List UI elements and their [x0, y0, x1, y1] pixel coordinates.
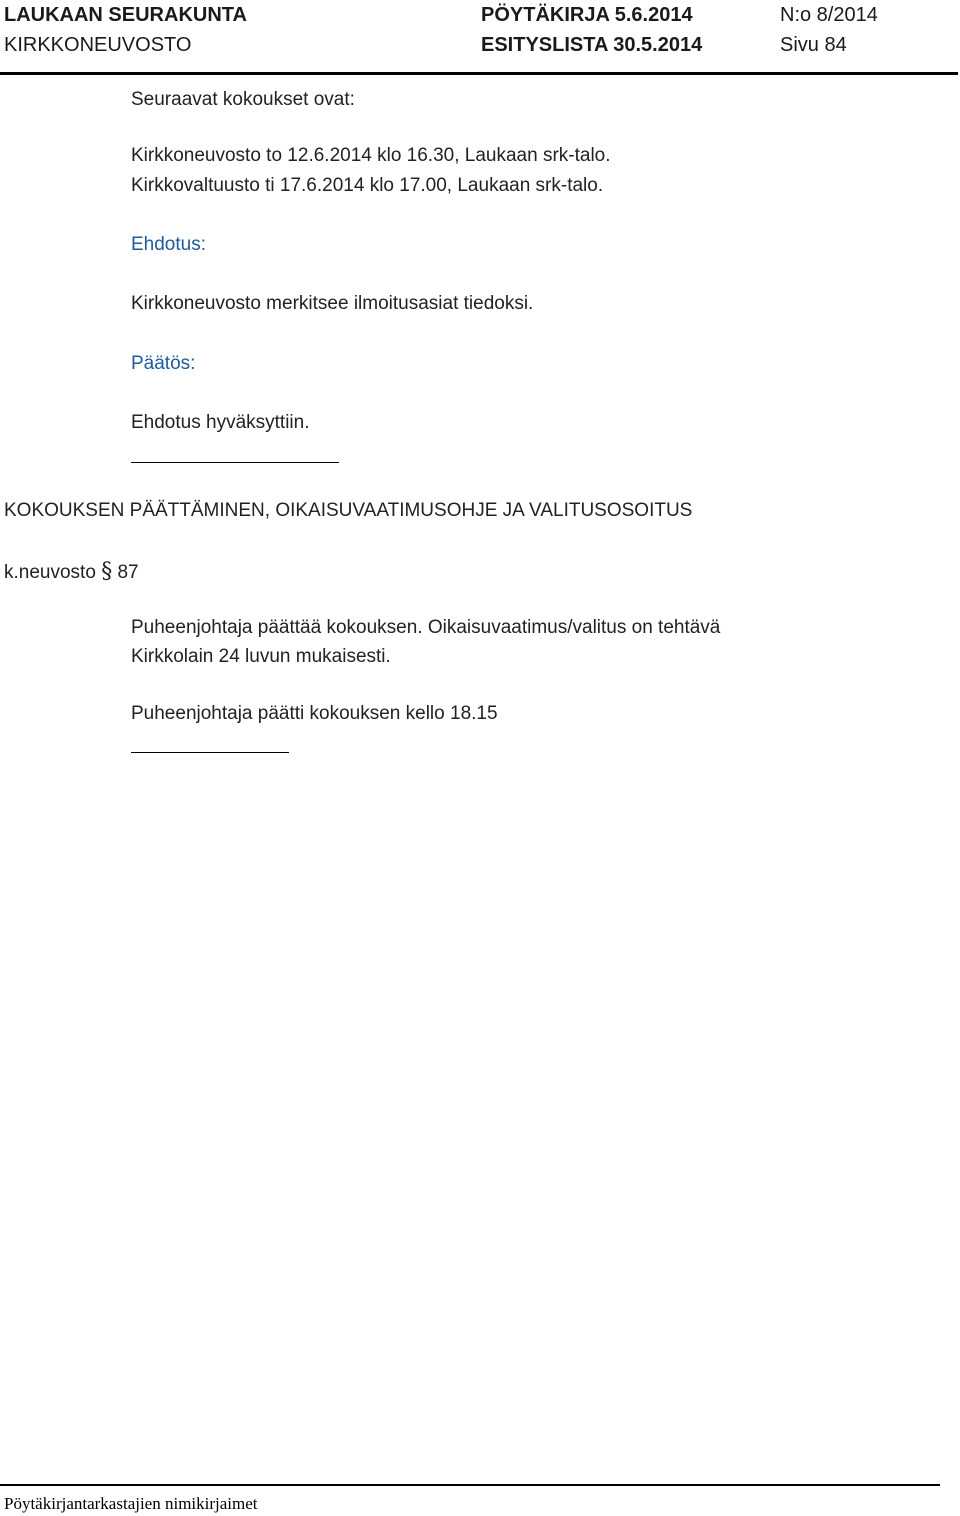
closing-text-line: Puheenjohtaja päättää kokouksen. Oikaisuvaatimus/valitus on tehtävä — [131, 617, 721, 638]
closing-text-line: Kirkkolain 24 luvun mukaisesti. — [131, 646, 391, 667]
section-divider — [131, 752, 289, 753]
document-number: N:o 8/2014 — [780, 4, 878, 26]
paragraph-reference — [4, 559, 139, 584]
org-name: LAUKAAN SEURAKUNTA — [4, 4, 247, 26]
proposal-text: Kirkkoneuvosto merkitsee ilmoitusasiat tiedoksi. — [131, 293, 534, 314]
header-rule — [0, 72, 958, 75]
decision-text: Ehdotus hyväksyttiin. — [131, 412, 310, 433]
reference-number: 87 — [117, 562, 139, 583]
board-name: KIRKKONEUVOSTO — [4, 34, 192, 56]
footer-rule — [0, 1484, 940, 1486]
reference-prefix: k.neuvosto — [4, 562, 96, 583]
agenda-date: ESITYSLISTA 30.5.2014 — [481, 34, 703, 56]
minutes-date: PÖYTÄKIRJA 5.6.2014 — [481, 4, 693, 26]
section-sign: § — [101, 559, 113, 584]
meeting-item: Kirkkovaltuusto ti 17.6.2014 klo 17.00, Laukaan srk-talo. — [131, 175, 604, 196]
proposal-heading: Ehdotus: — [131, 234, 206, 255]
footer-initials-label: Pöytäkirjantarkastajien nimikirjaimet — [4, 1494, 258, 1513]
meeting-item: Kirkkoneuvosto to 12.6.2014 klo 16.30, Laukaan srk-talo. — [131, 145, 611, 166]
meetings-intro: Seuraavat kokoukset ovat: — [131, 89, 355, 110]
section-divider — [131, 462, 339, 463]
decision-heading: Päätös: — [131, 353, 196, 374]
closing-statement: Puheenjohtaja päätti kokouksen kello 18.15 — [131, 703, 498, 724]
section-title: KOKOUKSEN PÄÄTTÄMINEN, OIKAISUVAATIMUSOHJE JA VALITUSOSOITUS — [4, 500, 693, 521]
page-number: Sivu 84 — [780, 34, 847, 56]
